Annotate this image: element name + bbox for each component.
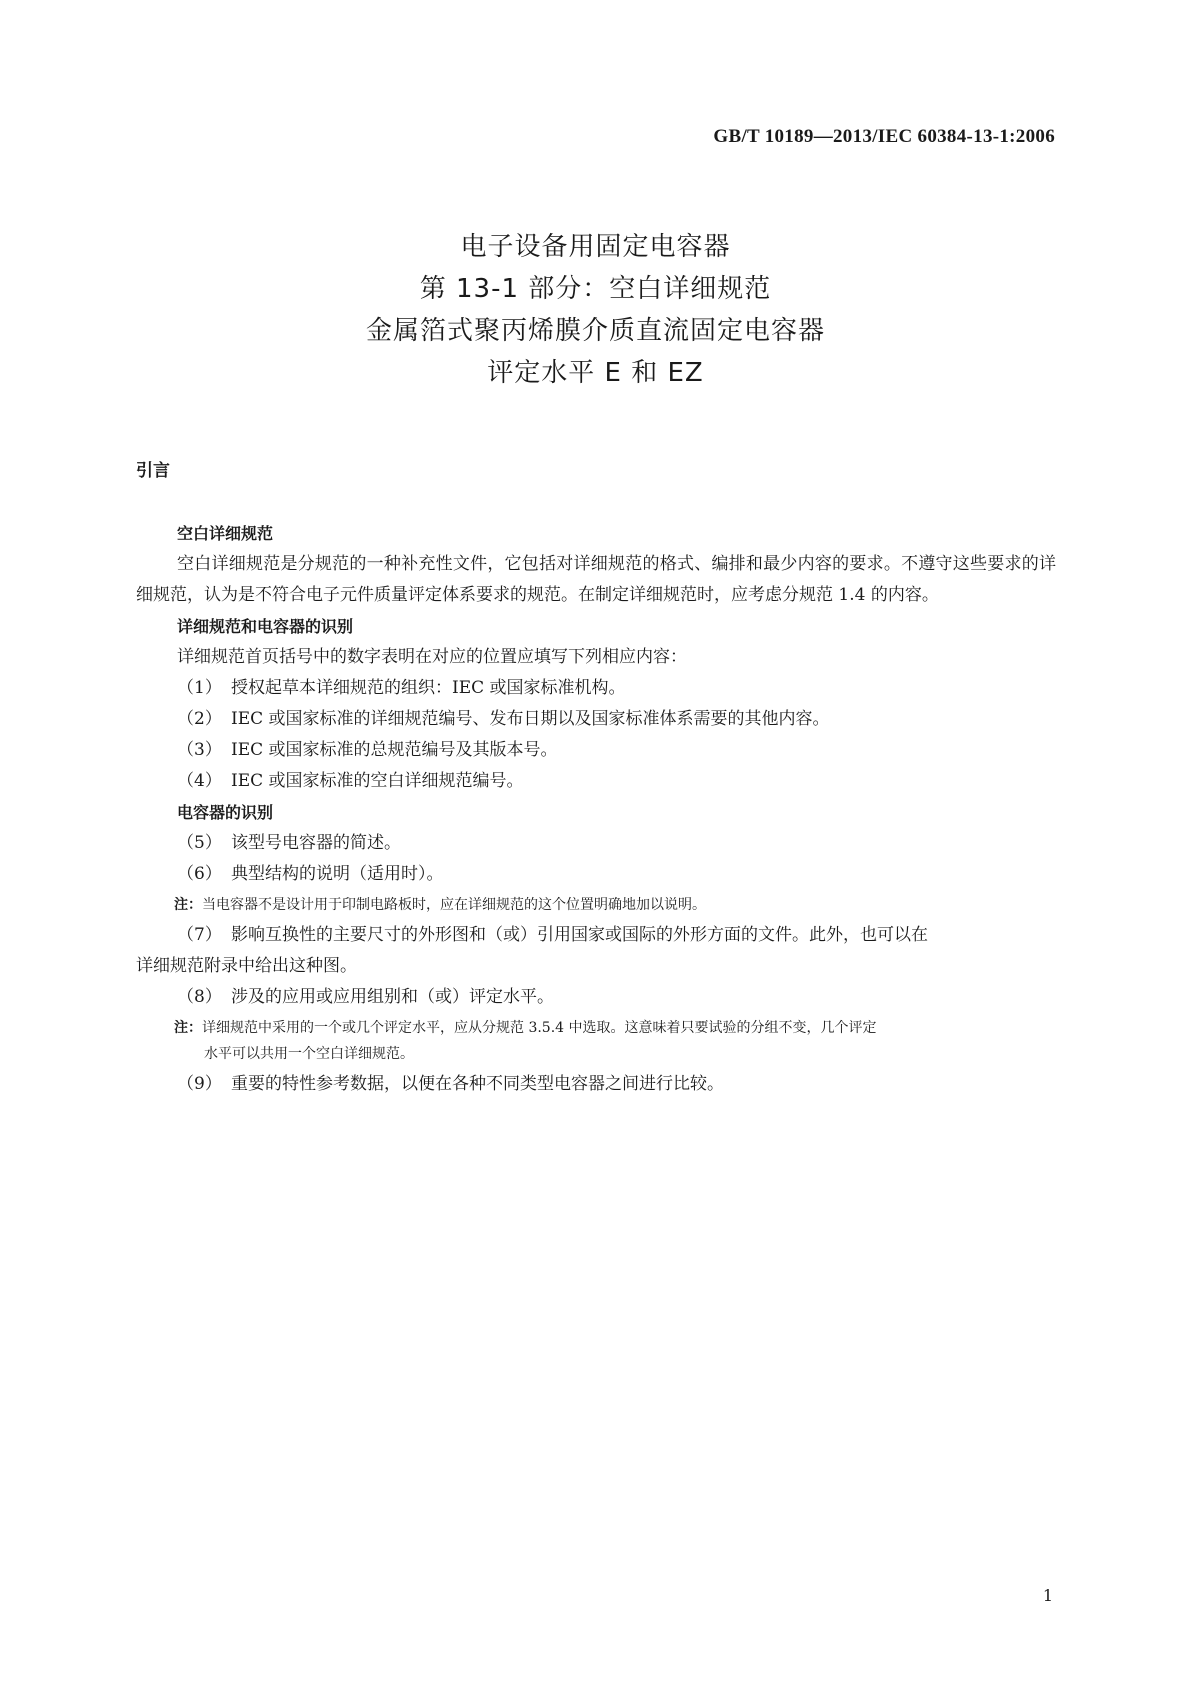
item-number: （7） [177, 925, 222, 945]
item-number: （4） [177, 771, 222, 791]
list-item [136, 735, 1056, 766]
item-number: （8） [177, 987, 222, 1007]
body-content [136, 518, 1056, 1100]
item-continuation: 详细规范附录中给出这种图。 [136, 956, 357, 976]
identification-intro: 详细规范首页括号中的数字表明在对应的位置应填写下列相应内容： [177, 647, 687, 667]
list-item [136, 982, 1056, 1013]
blank-spec-paragraph: 空白详细规范是分规范的一种补充性文件，它包括对详细规范的格式、编排和最少内容的要求。不遵守这些要求的详细规范，认为是不符合电子元件质量评定体系要求的规范。在制定详细规范时，应考虑分规范 1.4 的内容。 [136, 554, 1056, 605]
note-label: 注： [174, 1020, 202, 1036]
list-item [136, 828, 1056, 859]
list-item [136, 704, 1056, 735]
intro-heading: 引言 [136, 461, 170, 481]
title-line-3: 金属箔式聚丙烯膜介质直流固定电容器 [365, 316, 825, 346]
item-text: 重要的特性参考数据，以便在各种不同类型电容器之间进行比较。 [231, 1074, 724, 1094]
item-text: 授权起草本详细规范的组织：IEC 或国家标准机构。 [231, 678, 626, 698]
list-item [136, 766, 1056, 797]
item-text: 影响互换性的主要尺寸的外形图和（或）引用国家或国际的外形方面的文件。此外，也可以在 [231, 925, 928, 945]
item-text: IEC 或国家标准的空白详细规范编号。 [231, 771, 524, 791]
note-label: 注： [174, 897, 202, 913]
identification-heading: 详细规范和电容器的识别 [177, 617, 354, 636]
note-text: 当电容器不是设计用于印制电路板时，应在详细规范的这个位置明确地加以说明。 [202, 897, 706, 913]
item-text: 该型号电容器的简述。 [231, 833, 401, 853]
list-item [136, 1069, 1056, 1100]
list-item [136, 673, 1056, 704]
standard-code: GB/T 10189—2013/IEC 60384-13-1:2006 [713, 126, 1055, 147]
note [136, 1015, 1056, 1067]
item-number: （2） [177, 709, 222, 729]
item-text: 典型结构的说明（适用时）。 [231, 864, 444, 884]
note-continuation: 水平可以共用一个空白详细规范。 [204, 1046, 414, 1062]
item-text: IEC 或国家标准的详细规范编号、发布日期以及国家标准体系需要的其他内容。 [231, 709, 830, 729]
list-item [136, 859, 1056, 890]
capacitor-identification-heading: 电容器的识别 [177, 803, 274, 822]
blank-spec-heading: 空白详细规范 [177, 524, 274, 543]
page-number: 1 [1042, 1586, 1053, 1605]
item-number: （3） [177, 740, 222, 760]
note-text: 详细规范中采用的一个或几个评定水平，应从分规范 3.5.4 中选取。这意味着只要试验的分组不变，几个评定 [202, 1020, 877, 1036]
item-number: （1） [177, 678, 222, 698]
note [136, 892, 1056, 918]
item-number: （6） [177, 864, 222, 884]
item-number: （9） [177, 1074, 222, 1094]
document-title [0, 226, 1191, 394]
title-line-2: 第 13-1 部分：空白详细规范 [419, 274, 772, 304]
list-item [136, 920, 1056, 951]
item-number: （5） [177, 833, 222, 853]
item-text: 涉及的应用或应用组别和（或）评定水平。 [231, 987, 554, 1007]
item-text: IEC 或国家标准的总规范编号及其版本号。 [231, 740, 558, 760]
title-line-4: 评定水平 E 和 EZ [487, 358, 704, 388]
title-line-1: 电子设备用固定电容器 [460, 232, 731, 262]
